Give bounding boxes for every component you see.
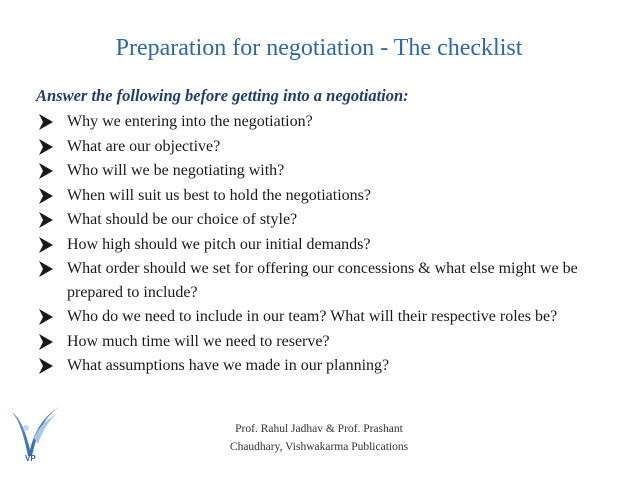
list-item (36, 159, 616, 184)
list-item (36, 208, 616, 233)
vp-logo-icon (8, 398, 68, 470)
arrowhead-bullet-icon (36, 208, 60, 232)
list-item-text: Why we entering into the negotiation? (67, 113, 313, 130)
intro-text: Answer the following before getting into a negotiation: (36, 86, 409, 105)
list-item-text: What order should we set for offering our concessions & what else might we be prepared to include? (67, 260, 578, 301)
list-item (36, 233, 616, 258)
list-item (36, 305, 616, 330)
list-item-text: Who do we need to include in our team? What will their respective roles be? (67, 308, 558, 325)
arrowhead-bullet-icon (36, 305, 60, 329)
list-item (36, 257, 616, 305)
list-item-text: How much time will we need to reserve? (67, 332, 330, 350)
list-item-text: What assumptions have we made in our planning? (67, 357, 390, 374)
arrowhead-bullet-icon (36, 159, 60, 183)
footer-line-2: Chaudhary, Vishwakarma Publications (229, 441, 409, 453)
list-item-text: When will suit us best to hold the negotiations? (67, 186, 371, 204)
arrowhead-bullet-icon (36, 110, 60, 134)
list-item (36, 184, 616, 209)
list-item (36, 135, 616, 160)
arrowhead-bullet-icon (36, 354, 60, 378)
list-item-text: How high should we pitch our initial demands? (67, 235, 371, 253)
footer-line-1: Prof. Rahul Jadhav & Prof. Prashant (235, 423, 403, 435)
arrowhead-bullet-icon (36, 184, 60, 208)
logo-text: VP (25, 454, 36, 463)
list-item (36, 110, 616, 135)
list-item-text: What are our objective? (67, 137, 221, 155)
arrowhead-bullet-icon (36, 233, 60, 257)
list-item (36, 330, 616, 355)
arrowhead-bullet-icon (36, 257, 60, 281)
arrowhead-bullet-icon (36, 330, 60, 354)
footer-credit (219, 420, 419, 456)
list-item (36, 354, 616, 379)
list-item-text: Who will we be negotiating with? (67, 162, 285, 179)
slide-title: Preparation for negotiation - The checklist (115, 35, 523, 61)
arrowhead-bullet-icon (36, 135, 60, 159)
list-item-text: What should be our choice of style? (67, 211, 298, 228)
checklist (36, 110, 616, 379)
